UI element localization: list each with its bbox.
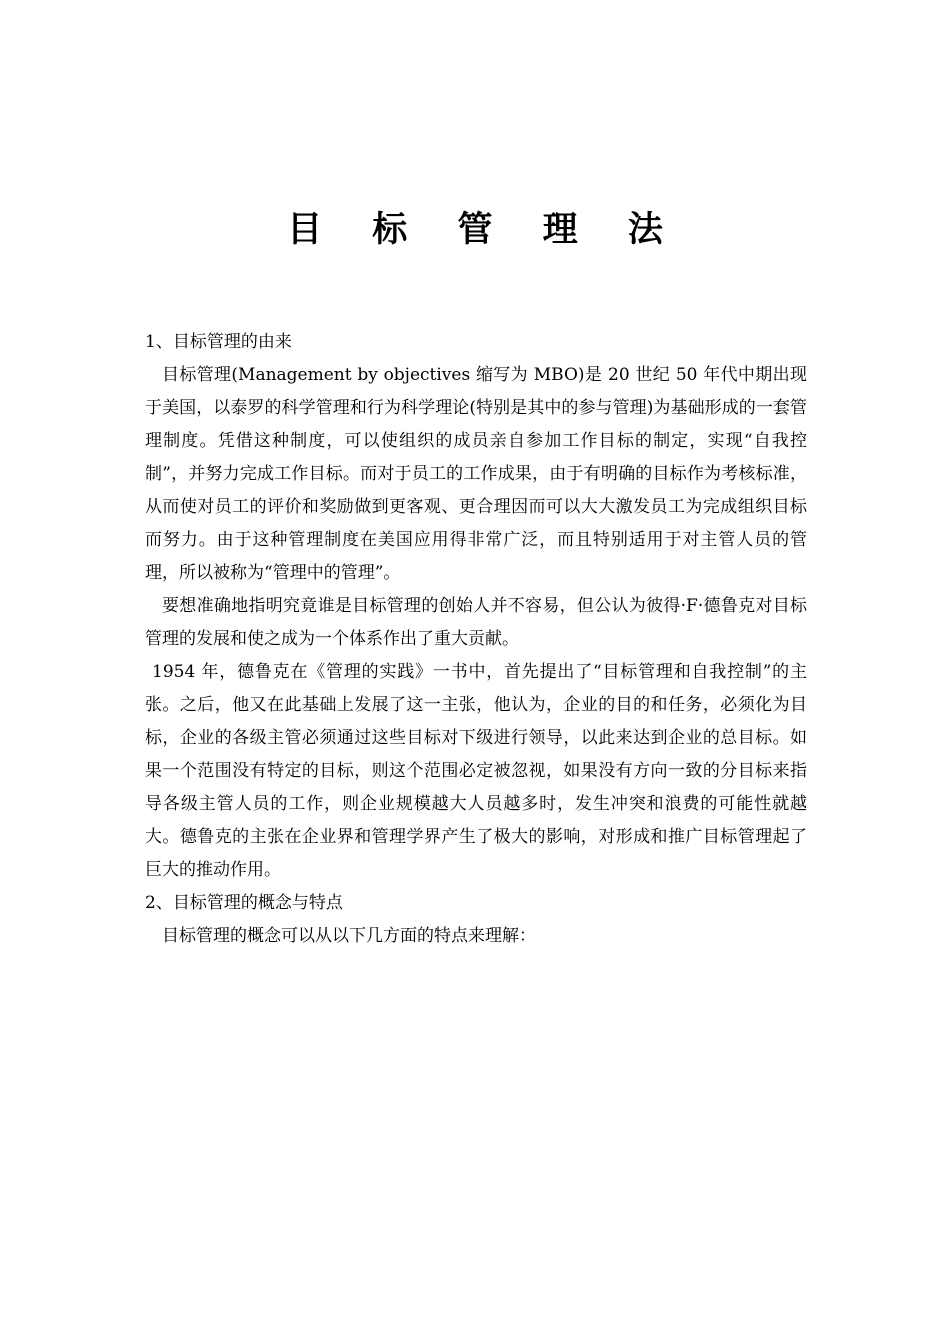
section-heading-origin: 1、目标管理的由来 (145, 332, 292, 352)
section-heading-concept: 2、目标管理的概念与特点 (145, 893, 343, 913)
paragraph-drucker-1954: 1954 年，德鲁克在《管理的实践》一书中，首先提出了“目标管理和自我控制”的主张。之后，他又在此基础上发展了这一主张，他认为，企业的目的和任务，必须化为目标，企业的各级主管必须通过这些目标对下级进行领导，以此来达到企业的总目标。如果一个范围没有特定的目标，则这个范围必定被忽视，如果没有方向一致的分目标来指导各级主管人员的工作，则企业规模越大人员越多时，发生冲突和浪费的可能性就越大。德鲁克的主张在企业界和管理学界产生了极大的影响，对形成和推广目标管理起了巨大的推动作用。 (145, 662, 807, 880)
paragraph-concept-intro: 目标管理的概念可以从以下几方面的特点来理解： (162, 926, 536, 946)
document-body (145, 326, 807, 953)
paragraph-mbo-definition: 目标管理(Management by objectives 缩写为 MBO)是 20 世纪 50 年代中期出现于美国，以泰罗的科学管理和行为科学理论(特别是其中的参与管理)为基础形成的一套管理制度。凭借这种制度，可以使组织的成员亲自参加工作目标的制定，实现“自我控制”，并努力完成工作目标。而对于员工的工作成果，由于有明确的目标作为考核标准，从而使对员工的评价和奖励做到更客观、更合理因而可以大大激发员工为完成组织目标而努力。由于这种管理制度在美国应用得非常广泛，而且特别适用于对主管人员的管理，所以被称为“管理中的管理”。 (145, 365, 807, 583)
paragraph-founder: 要想准确地指明究竟谁是目标管理的创始人并不容易，但公认为彼得·F·德鲁克对目标管理的发展和使之成为一个体系作出了重大贡献。 (145, 596, 807, 649)
document-title: 目 标 管 理 法 (287, 209, 682, 250)
